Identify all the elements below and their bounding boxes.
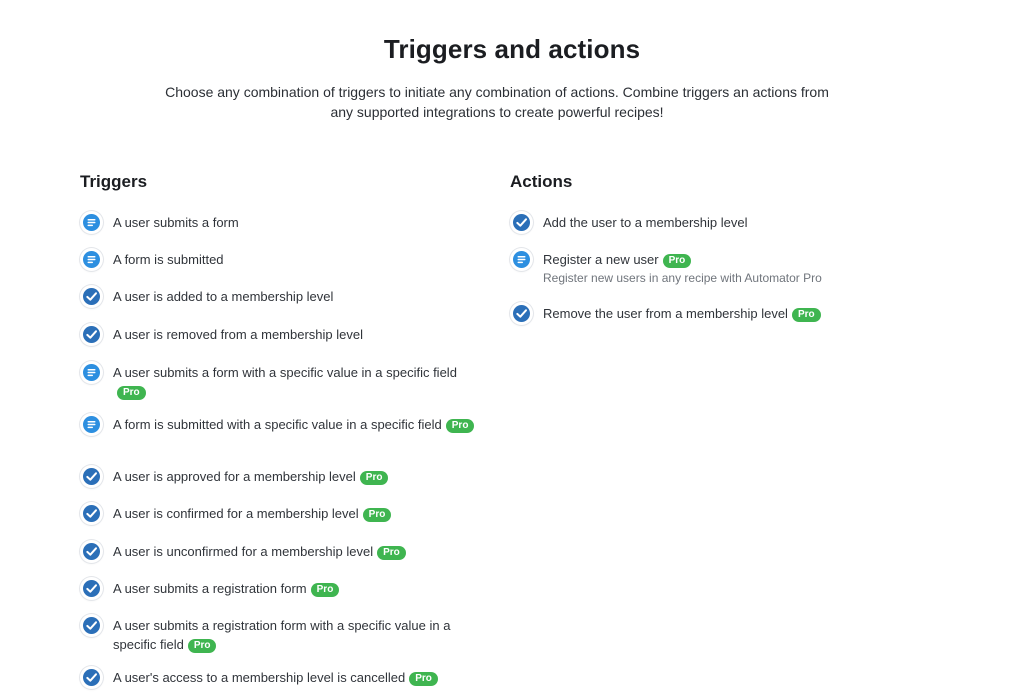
trigger-item xyxy=(80,415,475,436)
trigger-item-label: A user submits a registration form xyxy=(113,581,307,596)
trigger-item-body xyxy=(113,415,474,434)
action-item xyxy=(510,213,748,234)
action-item xyxy=(510,304,821,325)
action-item-body xyxy=(543,250,822,287)
pro-badge: Pro xyxy=(188,639,217,653)
trigger-item xyxy=(80,325,363,346)
trigger-item-label: A user is removed from a membership level xyxy=(113,327,363,342)
trigger-item-body xyxy=(113,668,438,687)
form-icon xyxy=(80,211,103,234)
page-subtitle: Choose any combination of triggers to initiate any combination of actions. Combine triggers an actions from any supported integrations to create powerful recipes! xyxy=(165,84,829,120)
form-icon xyxy=(80,413,103,436)
action-item-label: Register a new user xyxy=(543,252,659,267)
triggers-heading: Triggers xyxy=(80,172,148,191)
action-item-label: Add the user to a membership level xyxy=(543,215,748,230)
form-icon xyxy=(80,248,103,271)
membership-check-icon xyxy=(80,577,103,600)
trigger-item-body xyxy=(113,287,333,306)
trigger-item-label: A user submits a form with a specific value in a specific field xyxy=(113,365,457,380)
action-item-description: Register new users in any recipe with Automator Pro xyxy=(543,271,822,285)
trigger-item xyxy=(80,467,388,488)
trigger-item xyxy=(80,616,485,654)
trigger-item-body xyxy=(113,325,363,344)
trigger-item xyxy=(80,504,391,525)
pro-badge: Pro xyxy=(792,308,821,322)
action-item-body xyxy=(543,213,748,232)
trigger-item-label: A user is added to a membership level xyxy=(113,289,334,304)
trigger-item-body xyxy=(113,467,388,486)
membership-check-icon xyxy=(510,211,533,234)
trigger-item xyxy=(80,579,339,600)
trigger-item xyxy=(80,213,239,234)
membership-check-icon xyxy=(80,614,103,637)
trigger-item xyxy=(80,250,224,271)
membership-check-icon xyxy=(80,540,103,563)
action-item-body xyxy=(543,304,821,323)
pro-badge: Pro xyxy=(360,471,389,485)
page-title: Triggers and actions xyxy=(383,34,641,64)
membership-check-icon xyxy=(510,302,533,325)
membership-check-icon xyxy=(80,465,103,488)
trigger-item-label: A user is unconfirmed for a membership level xyxy=(113,544,374,559)
trigger-item-label: A user is approved for a membership level xyxy=(113,469,356,484)
pro-badge: Pro xyxy=(377,546,406,560)
membership-check-icon xyxy=(80,502,103,525)
trigger-item-body xyxy=(113,250,224,269)
membership-check-icon xyxy=(80,323,103,346)
trigger-item-label: A form is submitted with a specific value in a specific field xyxy=(113,417,442,432)
pro-badge: Pro xyxy=(446,419,475,433)
trigger-item-body xyxy=(113,616,485,654)
pro-badge: Pro xyxy=(409,672,438,686)
trigger-item-body xyxy=(113,363,485,401)
trigger-item-body xyxy=(113,504,391,523)
trigger-item xyxy=(80,668,438,689)
actions-column xyxy=(510,170,930,321)
action-item-label: Remove the user from a membership level xyxy=(543,306,788,321)
trigger-item-body xyxy=(113,542,406,561)
trigger-item xyxy=(80,542,406,563)
trigger-item-label: A form is submitted xyxy=(113,252,224,267)
trigger-item-label: A user submits a form xyxy=(113,215,239,230)
trigger-item xyxy=(80,287,333,308)
membership-check-icon xyxy=(80,666,103,689)
trigger-item-body xyxy=(113,213,239,232)
pro-badge: Pro xyxy=(117,386,146,400)
pro-badge: Pro xyxy=(363,508,392,522)
pro-badge: Pro xyxy=(311,583,340,597)
pro-badge: Pro xyxy=(663,254,692,268)
trigger-item-label: A user's access to a membership level is cancelled xyxy=(113,670,406,685)
trigger-item-body xyxy=(113,579,339,598)
action-item xyxy=(510,250,822,287)
membership-check-icon xyxy=(80,285,103,308)
trigger-item-label: A user is confirmed for a membership level xyxy=(113,506,359,521)
trigger-item-label: A user submits a registration form with a specific value in a specific field xyxy=(113,618,451,652)
triggers-column xyxy=(80,170,490,685)
actions-heading: Actions xyxy=(510,172,573,191)
form-icon xyxy=(510,248,533,271)
trigger-item xyxy=(80,363,485,401)
form-icon xyxy=(80,361,103,384)
